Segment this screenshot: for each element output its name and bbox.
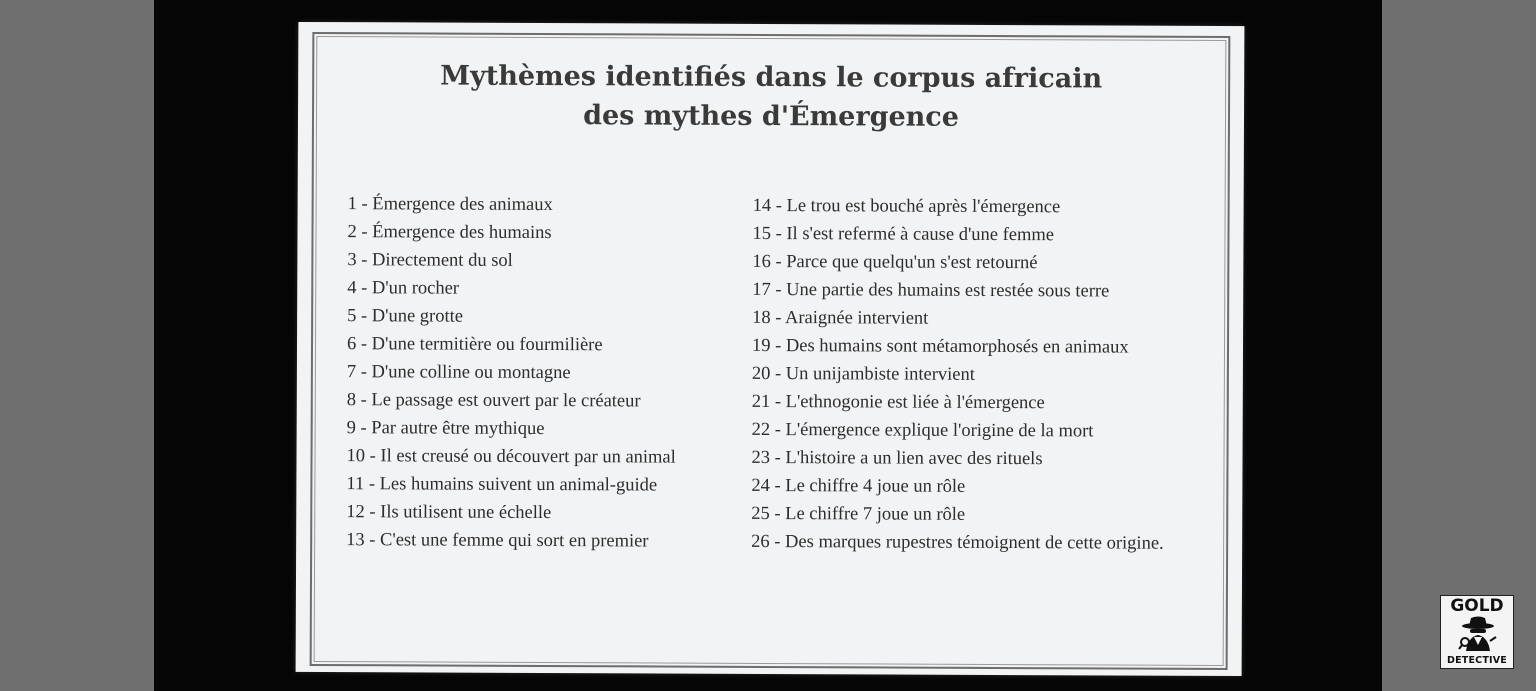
slide-title-line-1: Mythèmes identifiés dans le corpus africain bbox=[440, 60, 1103, 95]
detective-icon bbox=[1458, 615, 1498, 653]
list-item: 1 - Émergence des animaux bbox=[347, 194, 553, 216]
mytheme-list-right bbox=[751, 192, 1233, 558]
slide-title-line-2: des mythes d'Émergence bbox=[583, 100, 959, 133]
list-item: 5 - D'une grotte bbox=[347, 306, 464, 327]
list-item: 12 - Ils utilisent une échelle bbox=[346, 502, 552, 524]
left-pillarbox bbox=[0, 0, 154, 691]
list-item: 7 - D'une colline ou montagne bbox=[346, 362, 571, 384]
list-item: 9 - Par autre être mythique bbox=[346, 418, 545, 440]
projected-slide bbox=[296, 22, 1245, 676]
channel-watermark bbox=[1440, 595, 1514, 669]
list-item: 8 - Le passage est ouvert par le créateur bbox=[346, 390, 641, 412]
list-item: 18 - Araignée intervient bbox=[752, 307, 929, 329]
list-item: 19 - Des humains sont métamorphosés en animaux bbox=[751, 335, 1129, 358]
list-item: 6 - D'une termitière ou fourmilière bbox=[346, 334, 603, 356]
list-item: 13 - C'est une femme qui sort en premier bbox=[346, 530, 649, 552]
list-item: 2 - Émergence des humains bbox=[347, 222, 552, 244]
slide-title bbox=[298, 56, 1244, 138]
list-item: 15 - Il s'est refermé à cause d'une femme bbox=[752, 223, 1055, 246]
list-item: 14 - Le trou est bouché après l'émergence bbox=[752, 195, 1061, 218]
list-item: 23 - L'histoire a un lien avec des rituels bbox=[751, 447, 1043, 470]
list-item: 16 - Parce que quelqu'un s'est retourné bbox=[752, 251, 1038, 274]
list-item: 24 - Le chiffre 4 joue un rôle bbox=[751, 475, 966, 497]
list-item: 3 - Directement du sol bbox=[347, 250, 513, 271]
list-item: 22 - L'émergence explique l'origine de la mort bbox=[751, 419, 1094, 442]
list-item: 11 - Les humains suivent un animal-guide bbox=[346, 474, 658, 496]
list-item: 4 - D'un rocher bbox=[347, 278, 460, 299]
right-pillarbox bbox=[1382, 0, 1536, 691]
mytheme-list-left bbox=[346, 190, 738, 556]
list-item: 20 - Un unijambiste intervient bbox=[751, 363, 975, 385]
list-item: 10 - Il est creusé ou découvert par un animal bbox=[346, 446, 676, 468]
list-item: 25 - Le chiffre 7 joue un rôle bbox=[751, 503, 966, 525]
list-item: 17 - Une partie des humains est restée sous terre bbox=[752, 279, 1110, 302]
list-item: 26 - Des marques rupestres témoignent de cette origine. bbox=[751, 531, 1164, 554]
watermark-top-text: GOLD bbox=[1450, 596, 1504, 616]
list-item: 21 - L'ethnogonie est liée à l'émergence bbox=[751, 391, 1045, 414]
watermark-bottom-text: DETECTIVE bbox=[1447, 655, 1507, 666]
